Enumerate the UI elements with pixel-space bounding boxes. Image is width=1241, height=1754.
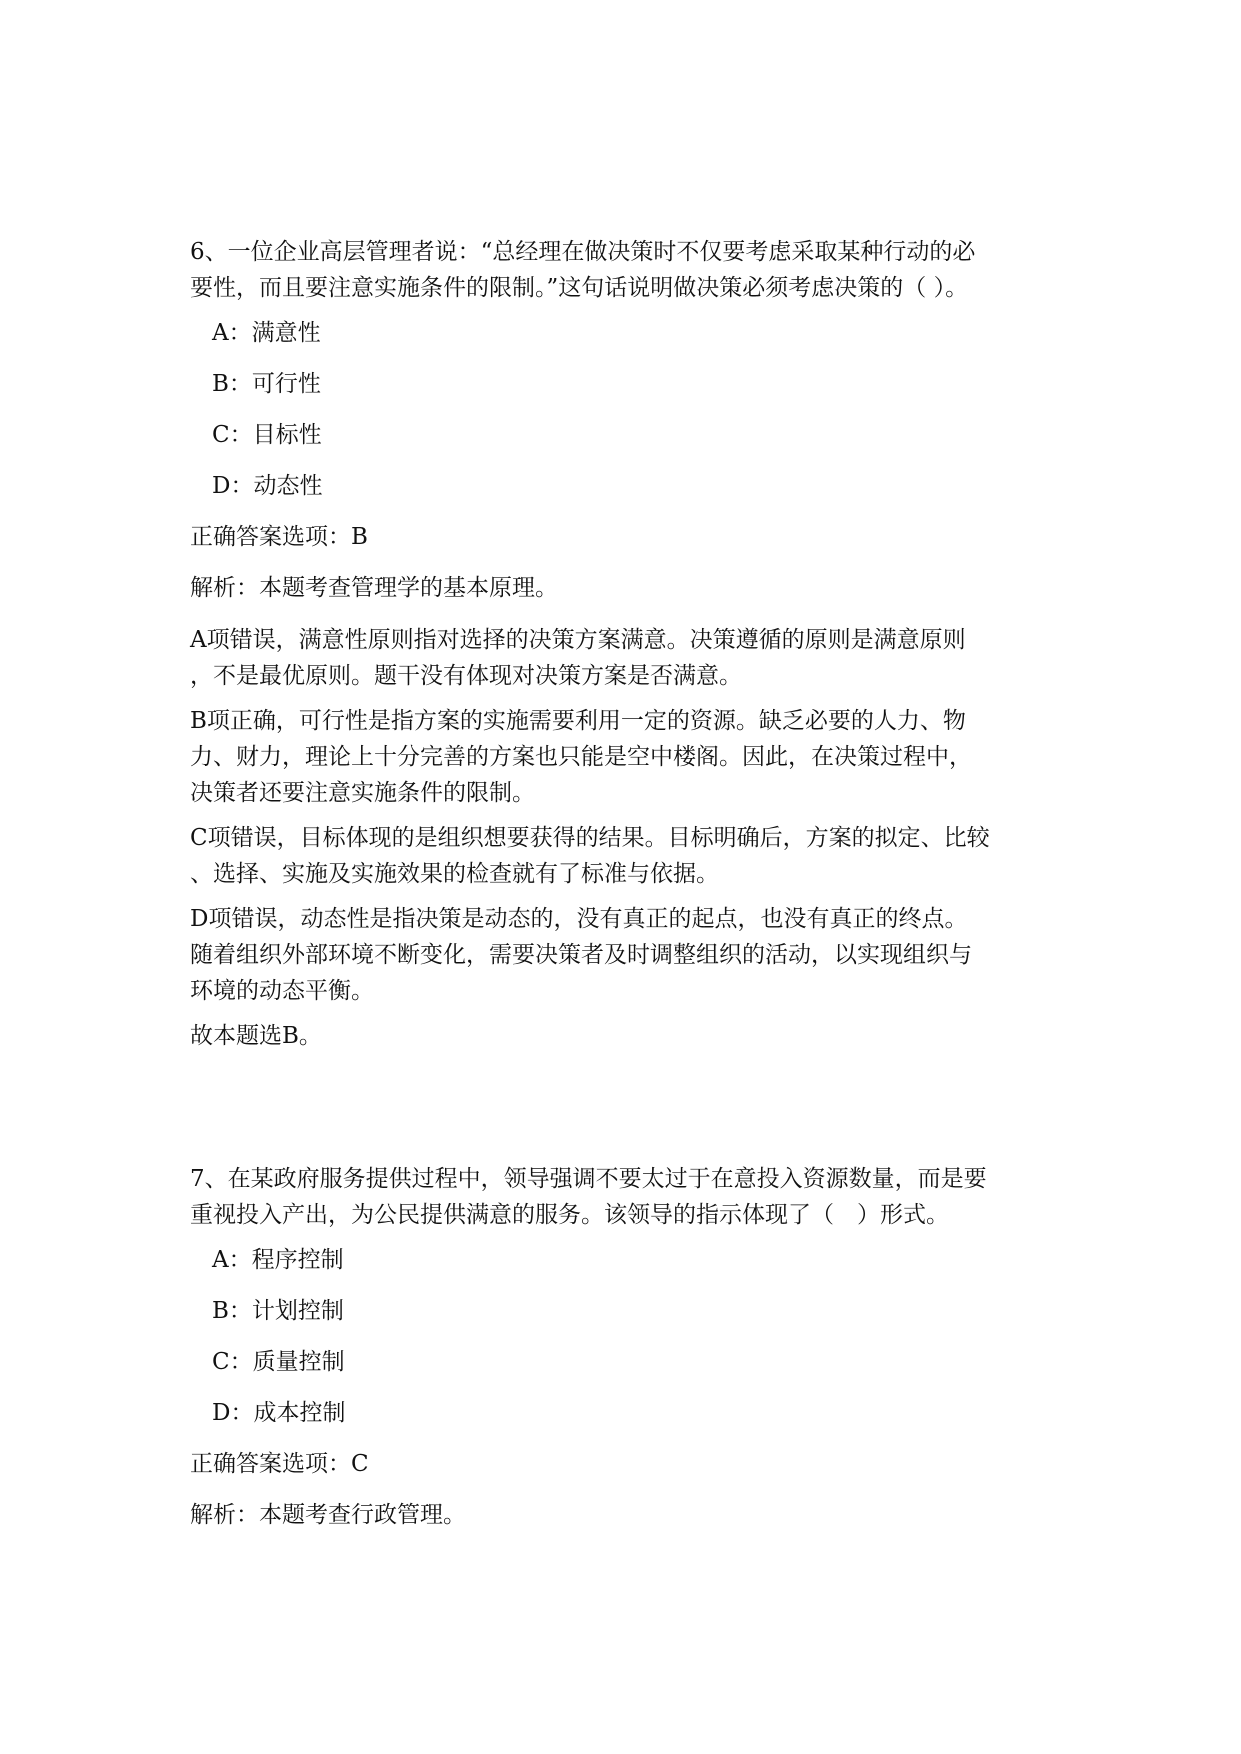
question-7-option-a: A：程序控制 — [212, 1247, 344, 1273]
question-6-stem — [190, 234, 1060, 306]
stem-line: 7、在某政府服务提供过程中，领导强调不要太过于在意投入资源数量，而是要 — [190, 1166, 987, 1192]
question-6-explanation-d — [190, 901, 1060, 1009]
question-7-option-b: B：计划控制 — [212, 1298, 344, 1324]
stem-line: 6、一位企业高层管理者说：“总经理在做决策时不仅要考虑采取某种行动的必 — [190, 239, 976, 265]
question-6-explanation-c — [190, 820, 1060, 892]
explanation-line: A项错误，满意性原则指对选择的决策方案满意。决策遵循的原则是满意原则 — [190, 627, 966, 653]
explanation-line: ，不是最优原则。题干没有体现对决策方案是否满意。 — [190, 663, 742, 689]
explanation-line: C项错误，目标体现的是组织想要获得的结果。目标明确后，方案的拟定、比较 — [190, 825, 990, 851]
stem-line: 重视投入产出，为公民提供满意的服务。该领导的指示体现了（ ）形式。 — [190, 1202, 949, 1228]
explanation-line: 、选择、实施及实施效果的检查就有了标准与依据。 — [190, 861, 719, 887]
explanation-line: 力、财力，理论上十分完善的方案也只能是空中楼阁。因此，在决策过程中， — [190, 744, 972, 770]
explanation-line: D项错误，动态性是指决策是动态的，没有真正的起点，也没有真正的终点。 — [190, 906, 968, 932]
stem-line: 要性，而且要注意实施条件的限制。”这句话说明做决策必须考虑决策的（ ）。 — [190, 275, 969, 301]
question-6-option-d: D：动态性 — [212, 473, 323, 499]
explanation-line: B项正确，可行性是指方案的实施需要利用一定的资源。缺乏必要的人力、物 — [190, 708, 966, 734]
explanation-line: 随着组织外部环境不断变化，需要决策者及时调整组织的活动，以实现组织与 — [190, 942, 972, 968]
question-6-explanation-b — [190, 703, 1060, 811]
question-6-explanation-a — [190, 622, 1060, 694]
question-6-analysis-title: 解析：本题考查管理学的基本原理。 — [190, 575, 558, 601]
question-6-answer: 正确答案选项：B — [190, 524, 368, 550]
question-6-option-c: C：目标性 — [212, 422, 322, 448]
question-6-option-a: A：满意性 — [212, 320, 321, 346]
question-7-analysis-title: 解析：本题考查行政管理。 — [190, 1502, 466, 1528]
question-7-answer: 正确答案选项：C — [190, 1451, 369, 1477]
question-7-stem — [190, 1161, 1060, 1233]
question-6-conclusion: 故本题选B。 — [190, 1023, 322, 1049]
explanation-line: 决策者还要注意实施条件的限制。 — [190, 780, 535, 806]
question-6-option-b: B：可行性 — [212, 371, 321, 397]
question-7-option-d: D：成本控制 — [212, 1400, 346, 1426]
question-7-option-c: C：质量控制 — [212, 1349, 345, 1375]
explanation-line: 环境的动态平衡。 — [190, 978, 374, 1004]
